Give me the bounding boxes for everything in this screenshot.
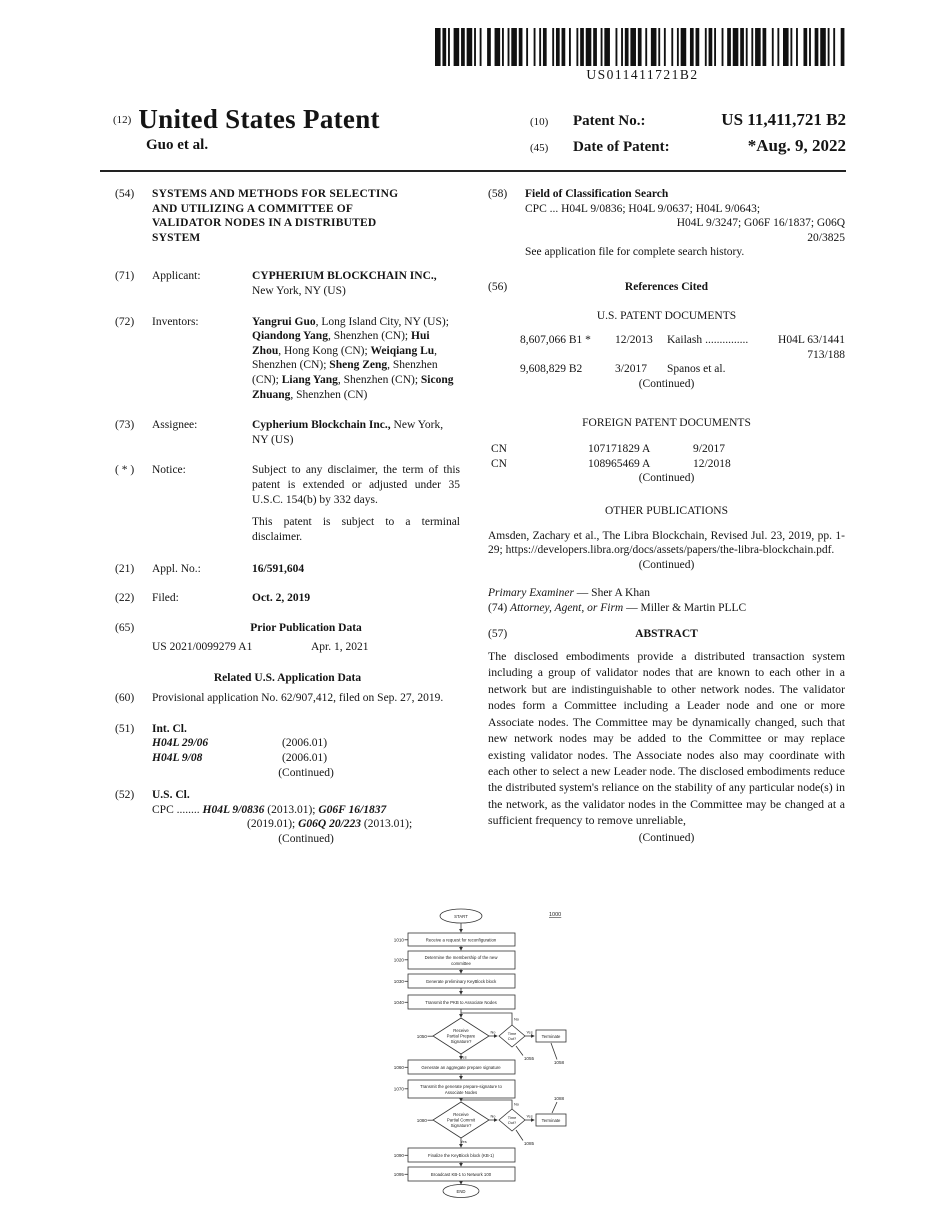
foreign-country: CN bbox=[491, 443, 507, 456]
assignee-section bbox=[115, 418, 460, 447]
assignee-value: Cypherium Blockchain Inc., New York, NY (US) bbox=[252, 419, 444, 446]
applicant-value: CYPHERIUM BLOCKCHAIN INC., New York, NY (US) bbox=[252, 270, 437, 297]
header-rule bbox=[100, 170, 846, 172]
us-patent-class-cont: 713/188 bbox=[807, 348, 845, 361]
foreign-docs-heading: FOREIGN PATENT DOCUMENTS bbox=[582, 416, 751, 429]
inventor-short-name: Guo et al. bbox=[146, 137, 209, 153]
us-patent-date: 12/2013 bbox=[615, 334, 653, 347]
int-cl-version: (2006.01) bbox=[282, 737, 328, 750]
prior-pub-number: US 2021/0099279 A1 bbox=[152, 641, 253, 654]
timeout-1085-label: Time bbox=[507, 1115, 517, 1120]
filed-date: Oct. 2, 2019 bbox=[252, 591, 311, 604]
int-cl-continued: (Continued) bbox=[278, 766, 334, 779]
abstract-heading: ABSTRACT bbox=[635, 628, 698, 641]
patent-no-ref: (10) bbox=[530, 116, 549, 128]
step-1030-number: 1030 bbox=[393, 979, 404, 984]
header-right bbox=[530, 110, 846, 162]
other-pubs-heading: OTHER PUBLICATIONS bbox=[605, 504, 728, 517]
leader-dots: ............... bbox=[705, 334, 749, 347]
step-1010-number: 1010 bbox=[393, 937, 404, 943]
us-patent-class: H04L 63/1441 bbox=[778, 334, 845, 347]
title-ref: (54) bbox=[115, 188, 135, 200]
int-cl-code: H04L 9/08 bbox=[152, 752, 203, 765]
foreign-number: 108965469 A bbox=[588, 457, 651, 470]
us-patent-date: 3/2017 bbox=[615, 363, 647, 376]
references-cited-section bbox=[488, 280, 845, 295]
prior-pub-heading: Prior Publication Data bbox=[250, 622, 362, 635]
barcode-number: US011411721B2 bbox=[586, 67, 699, 82]
foreign-date: 12/2018 bbox=[693, 457, 731, 470]
other-pubs-continued: (Continued) bbox=[638, 558, 695, 571]
no-label: No bbox=[490, 1029, 496, 1035]
us-patent-number: 8,607,066 B1 * bbox=[520, 334, 591, 347]
title-line: VALIDATOR NODES IN A DISTRIBUTED bbox=[152, 217, 377, 230]
field-cpc-line2: H04L 9/3247; G06F 16/1837; G06Q bbox=[676, 217, 845, 230]
decision-1050-label: Partial Prepare bbox=[446, 1033, 476, 1039]
primary-examiner-line: Primary Examiner — Sher A Khan bbox=[488, 587, 650, 600]
related-heading: Related U.S. Application Data bbox=[213, 671, 362, 684]
filed-section bbox=[115, 591, 460, 606]
no-label: No bbox=[514, 1016, 519, 1022]
barcode-block bbox=[435, 28, 850, 83]
step-1020-label: committee bbox=[451, 961, 471, 966]
applicant-ref: (71) bbox=[115, 270, 135, 283]
field-ref: (58) bbox=[488, 188, 508, 200]
step-1070 bbox=[408, 1080, 515, 1098]
terminate-1058-number: 1058 bbox=[553, 1060, 565, 1065]
step-1070-label: Transmit the generate prepare-signature to bbox=[420, 1084, 502, 1089]
us-patent-row bbox=[488, 333, 845, 348]
decision-1050-label: Receive bbox=[453, 1028, 469, 1033]
foreign-continued: (Continued) bbox=[638, 472, 695, 485]
step-1060-label: Generate an aggregate prepare signature bbox=[421, 1064, 501, 1070]
appl-ref: (21) bbox=[115, 563, 135, 576]
abstract-heading-row bbox=[488, 627, 845, 642]
timeout-1055-number: 1055 bbox=[523, 1056, 535, 1061]
step-1030-label: Generate preliminary KeyBlock block bbox=[425, 978, 497, 984]
prior-pub-data bbox=[115, 640, 460, 655]
prior-pub-ref: (65) bbox=[115, 622, 135, 635]
header-left bbox=[113, 104, 380, 154]
us-patent-number: 9,608,829 B2 bbox=[520, 363, 583, 376]
title-line: SYSTEMS AND METHODS FOR SELECTING bbox=[152, 188, 399, 200]
appl-number: 16/591,604 bbox=[252, 563, 305, 576]
notice-ref: ( * ) bbox=[115, 464, 135, 477]
no-label: No bbox=[514, 1101, 519, 1107]
timeout-1085-number: 1085 bbox=[523, 1141, 535, 1146]
yes-label: Yes bbox=[526, 1029, 533, 1035]
title-line: SYSTEM bbox=[152, 231, 201, 244]
yes-label: Yes bbox=[460, 1139, 467, 1144]
us-cl-continued: (Continued) bbox=[278, 833, 334, 845]
step-1060-number: 1060 bbox=[393, 1065, 404, 1070]
step-1070-number: 1070 bbox=[393, 1086, 404, 1092]
appl-no-section bbox=[115, 562, 460, 577]
inventors-ref: (72) bbox=[115, 315, 135, 328]
doc-kind-ref: (12) bbox=[113, 114, 132, 126]
notice-section bbox=[115, 463, 460, 544]
other-pub-citation: Amsden, Zachary et al., The Libra Blockchain, Revised Jul. 23, 2019, pp. 1-29; https://developers.libra.org/docs/assets/papers/the-libra-blockchain.pdf. bbox=[488, 529, 845, 557]
decision-1080-label: Receive bbox=[453, 1112, 469, 1117]
terminate-1088-number: 1088 bbox=[553, 1096, 565, 1101]
field-cpc-line1: CPC ... H04L 9/0836; H04L 9/0637; H04L 9/0643; bbox=[525, 202, 761, 215]
us-docs-heading: U.S. PATENT DOCUMENTS bbox=[596, 309, 737, 322]
timeout-1085-label: Out? bbox=[507, 1120, 517, 1125]
patent-date: *Aug. 9, 2022 bbox=[747, 136, 846, 155]
assignee-ref: (73) bbox=[115, 419, 135, 432]
int-cl-entry bbox=[152, 736, 460, 751]
start-label: START bbox=[454, 913, 468, 919]
refs-heading: References Cited bbox=[624, 280, 709, 293]
related-text: Provisional application No. 62/907,412, filed on Sep. 27, 2019. bbox=[152, 692, 444, 705]
patent-number: US 11,411,721 B2 bbox=[721, 110, 846, 129]
title-line: AND UTILIZING A COMMITTEE OF bbox=[152, 202, 354, 215]
barcode bbox=[435, 28, 850, 66]
us-cl-heading: U.S. Cl. bbox=[152, 789, 190, 802]
no-label: No bbox=[490, 1113, 496, 1119]
abstract-text: The disclosed embodiments provide a distributed transaction system including a group of validator nodes that are known to each other in a network but are indistinguishable to other network nodes. The validator nodes form a Committee including a Leader node and one or more Associate nodes. The Committee may be dynamically changed, such that new network nodes may be added to the Committee or may replace existing validator nodes. The Associate nodes also may coordinate with each other to select a new Leader node. The disclosed embodiments reduce the distributed system's reliance on the stability of any particular node(s) in the network, as the validator nodes in the Committee may be changed at a sufficient frequency to remove unreliable, bbox=[488, 649, 845, 828]
us-cl-cpc-line2: (2019.01); G06Q 20/223 (2013.01); bbox=[247, 818, 413, 831]
abstract-continued: (Continued) bbox=[638, 831, 695, 844]
foreign-patent-row bbox=[488, 457, 845, 472]
inventors-label: Inventors: bbox=[152, 315, 199, 328]
int-cl-code: H04L 29/06 bbox=[152, 737, 209, 750]
step-1040-label: Transmit the PKB to Associate Nodes bbox=[425, 999, 497, 1005]
step-1090-number: 1090 bbox=[393, 1153, 404, 1158]
step-1095-label: Broadcast KB-1 to Network 100 bbox=[430, 1171, 492, 1177]
assignee-label: Assignee: bbox=[152, 419, 198, 432]
step-1020-number: 1020 bbox=[393, 957, 404, 963]
attorney-line: (74) Attorney, Agent, or Firm — Miller & Martin PLLC bbox=[488, 601, 747, 614]
appl-label: Appl. No.: bbox=[152, 563, 201, 576]
timeout-1055-label: Time bbox=[507, 1031, 517, 1036]
abstract-ref: (57) bbox=[488, 628, 508, 641]
step-1090-label: Finalize the KeyBlock block (KB-1) bbox=[428, 1152, 494, 1158]
date-label: Date of Patent: bbox=[573, 139, 670, 155]
step-1020 bbox=[408, 951, 515, 969]
int-cl-version: (2006.01) bbox=[282, 752, 328, 765]
foreign-date: 9/2017 bbox=[693, 443, 725, 456]
int-cl-heading: Int. Cl. bbox=[152, 722, 187, 735]
title-section bbox=[115, 187, 460, 245]
date-ref: (45) bbox=[530, 142, 549, 154]
right-column bbox=[488, 187, 845, 845]
us-cl-cpc-line1: CPC ........ H04L 9/0836 (2013.01); G06F 16/1837 bbox=[152, 803, 387, 816]
prior-pub-section bbox=[115, 621, 460, 636]
notice-text-1: Subject to any disclaimer, the term of this patent is extended or adjusted under 35 U.S.C. 154(b) by 332 days. bbox=[252, 464, 460, 506]
filed-label: Filed: bbox=[152, 591, 179, 604]
step-1020-label: Determine the membership of the new bbox=[424, 955, 498, 960]
int-cl-section bbox=[115, 722, 460, 780]
field-search-section bbox=[488, 187, 845, 260]
notice-label: Notice: bbox=[152, 464, 186, 477]
foreign-number: 107171829 A bbox=[588, 443, 651, 456]
refs-ref: (56) bbox=[488, 280, 508, 293]
notice-text-2: This patent is subject to a terminal disclaimer. bbox=[252, 516, 460, 543]
us-patent-row bbox=[488, 362, 845, 377]
timeout-1055-label: Out? bbox=[507, 1036, 517, 1041]
applicant-section bbox=[115, 269, 460, 298]
yes-label: Yes bbox=[460, 1054, 467, 1060]
inventors-section bbox=[115, 315, 460, 403]
step-1040-number: 1040 bbox=[393, 1000, 404, 1005]
end-label: END bbox=[456, 1188, 466, 1194]
field-see-note: See application file for complete search history. bbox=[525, 246, 745, 259]
terminate-1058-label: Terminate bbox=[541, 1034, 561, 1040]
field-heading: Field of Classification Search bbox=[525, 188, 669, 200]
us-patent-inventor: Spanos et al. bbox=[667, 363, 726, 376]
yes-label: Yes bbox=[526, 1113, 533, 1119]
terminate-1088-label: Terminate bbox=[541, 1118, 561, 1124]
decision-1050-label: Signature? bbox=[450, 1039, 472, 1044]
patent-no-label: Patent No.: bbox=[573, 113, 646, 129]
filed-ref: (22) bbox=[115, 591, 135, 604]
foreign-country: CN bbox=[491, 457, 507, 470]
decision-1080-label: Partial Commit bbox=[446, 1117, 476, 1123]
applicant-label: Applicant: bbox=[152, 270, 201, 283]
decision-1080-number: 1080 bbox=[416, 1117, 427, 1123]
inventors-value: Yangrui Guo, Long Island City, NY (US); Qiandong Yang, Shenzhen (CN); Hui Zhou, Hong Kong (CN); Weiqiang Lu, Shenzhen (CN); Sheng Zeng, Shenzhen (CN); Liang Yang, Shenzhen (CN); Sicong Zhuang, Shenzhen (CN) bbox=[252, 315, 454, 401]
flowchart-figure bbox=[383, 903, 643, 1199]
us-patent-inventor: Kailash bbox=[667, 334, 703, 347]
int-cl-ref: (51) bbox=[115, 722, 135, 735]
us-cl-section bbox=[115, 788, 460, 846]
field-cpc-line3: 20/3825 bbox=[807, 231, 845, 244]
step-1095-number: 1095 bbox=[393, 1172, 404, 1177]
step-1070-label: Associate Nodes bbox=[444, 1090, 478, 1095]
decision-1080-label: Signature? bbox=[450, 1123, 472, 1128]
document-title: United States Patent bbox=[138, 104, 380, 134]
us-cl-ref: (52) bbox=[115, 789, 135, 802]
prior-pub-date: Apr. 1, 2021 bbox=[311, 641, 369, 654]
invention-title bbox=[152, 187, 460, 245]
us-docs-continued: (Continued) bbox=[638, 377, 695, 390]
figure-number: 1000 bbox=[549, 912, 562, 918]
left-column bbox=[115, 187, 460, 847]
foreign-patent-row bbox=[488, 442, 845, 457]
related-ref: (60) bbox=[115, 692, 135, 705]
int-cl-entry bbox=[152, 751, 460, 766]
step-1010-label: Receive a request for reconfiguration bbox=[425, 937, 497, 943]
related-section bbox=[115, 691, 460, 706]
decision-1050-number: 1050 bbox=[416, 1033, 427, 1039]
